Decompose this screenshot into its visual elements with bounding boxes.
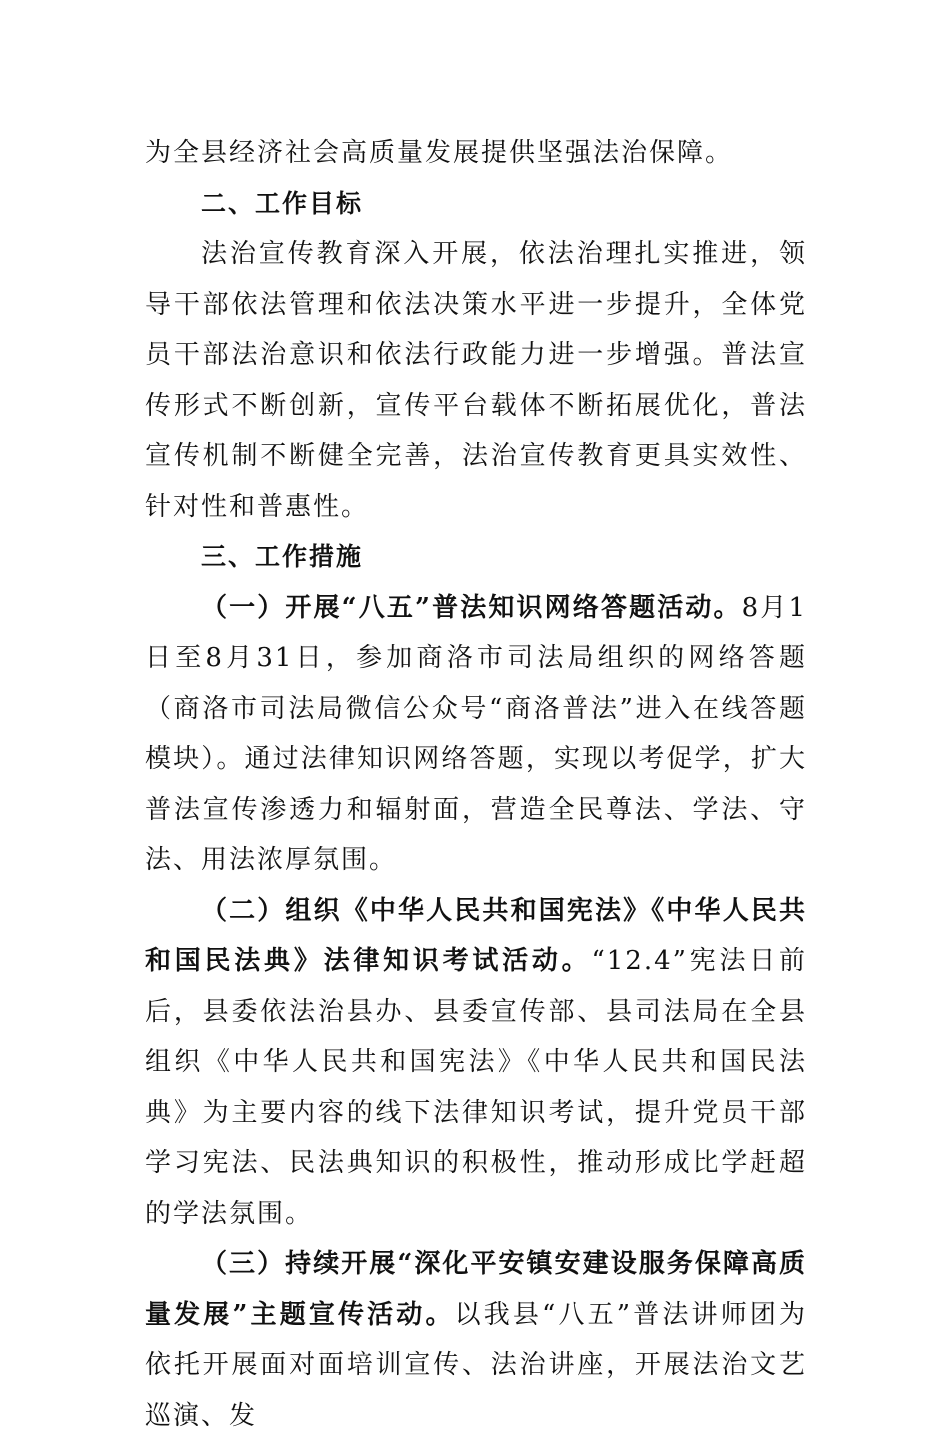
paragraph-measure-2 — [145, 886, 807, 1240]
measure-3-lead: （三）持续开展“深化平安镇安建设服务保障高质量发展”主题宣传活动。 — [145, 1249, 807, 1330]
paragraph-measure-1 — [145, 583, 807, 886]
paragraph-continuation: 为全县经济社会高质量发展提供坚强法治保障。 — [145, 138, 734, 168]
paragraph-measure-3 — [145, 1239, 807, 1441]
paragraph-goals-body: 法治宣传教育深入开展，依法治理扎实推进，领导干部依法管理和依法决策水平进一步提升，全体党员干部法治意识和依法行政能力进一步增强。普法宣传形式不断创新，宣传平台载体不断拓展优化，普法宣传机制不断健全完善，法治宣传教育更具实效性、针对性和普惠性。 — [145, 239, 807, 522]
document-body — [145, 128, 807, 1441]
section-heading-goals: 二、工作目标 — [201, 188, 364, 218]
measure-1-text: 8月1日至8月31日，参加商洛市司法局组织的网络答题（商洛市司法局微信公众号“商洛普法”进入在线答题模块）。通过法律知识网络答题，实现以考促学，扩大普法宣传渗透力和辐射面，营造全民尊法、学法、守法、用法浓厚氛围。 — [145, 592, 807, 875]
measure-2-lead: （二）组织《中华人民共和国宪法》《中华人民共和国民法典》法律知识考试活动。 — [145, 895, 807, 976]
section-heading-measures: 三、工作措施 — [201, 542, 364, 571]
measure-2-text: “12.4”宪法日前后，县委依法治县办、县委宣传部、县司法局在全县组织《中华人民共和国宪法》《中华人民共和国民法典》为主要内容的线下法律知识考试，提升党员干部学习宪法、民法典知识的积极性，推动形成比学赶超的学法氛围。 — [145, 946, 807, 1229]
measure-1-lead: （一）开展“八五”普法知识网络答题活动。 — [201, 592, 742, 623]
measure-3-text: 以我县“八五”普法讲师团为依托开展面对面培训宣传、法治讲座，开展法治文艺巡演、发 — [145, 1299, 807, 1431]
